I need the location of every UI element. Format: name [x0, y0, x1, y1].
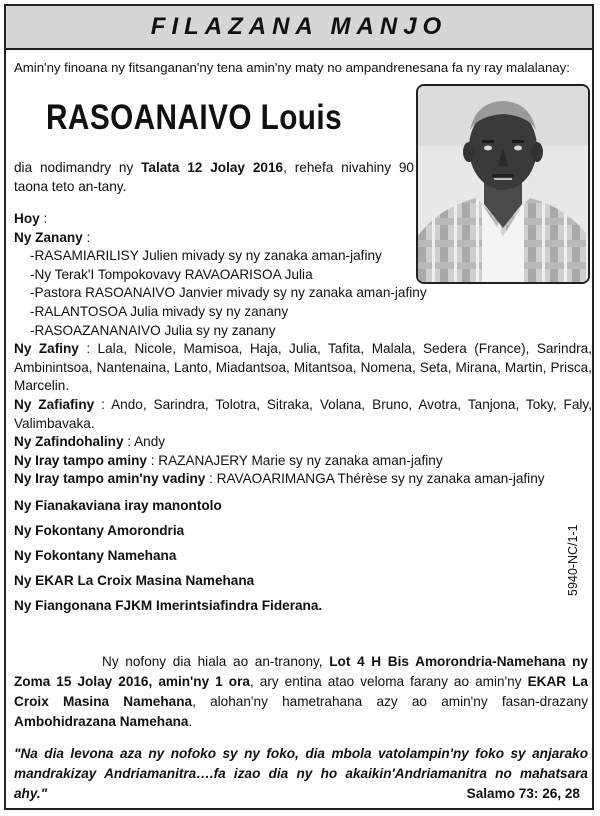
hoy-label: Hoy — [14, 211, 40, 226]
great-grandchildren-text: : Ando, Sarindra, Tolotra, Sitraka, Volana, Bruno, Avotra, Tanjona, Toky, Faly, Valimbavaka. — [14, 396, 592, 431]
grandchildren-paragraph — [14, 340, 592, 396]
institution-item: Ny EKAR La Croix Masina Namehana — [14, 572, 255, 588]
notice-title: FILAZANA MANJO — [150, 13, 448, 40]
sibling-label: Ny Iray tampo aminy — [14, 452, 147, 468]
great-grandchildren-paragraph — [14, 396, 592, 433]
bible-quote — [14, 744, 588, 804]
burial-tomb: Ambohidrazana Namehana — [14, 714, 189, 729]
burial-place-date: Lot 4 H Bis Amorondria-Namehana ny Zoma 15 Jolay 2016, amin'ny 1 ora — [14, 654, 588, 689]
child-item: -RASAMIARILISY Julien mivady sy ny zanaka aman-jafiny — [30, 248, 382, 264]
family-section — [14, 210, 592, 618]
children-label: Ny Zanany — [14, 229, 83, 245]
burial-paragraph — [14, 652, 588, 732]
child-item: -Pastora RASOANAIVO Janvier mivady sy ny zanaka aman-jafiny — [30, 285, 427, 301]
header-banner — [6, 6, 592, 50]
burial-text-3: , alohan'ny hametrahana azy ao amin'ny fasan-drazany — [192, 694, 589, 709]
institution-item: Ny Fianakaviana iray manontolo — [14, 497, 222, 513]
sibling-line — [14, 452, 592, 471]
reference-code: 5940-NC/1-1 — [566, 524, 580, 596]
spouse-sibling-line — [14, 470, 592, 489]
children-suffix: : — [82, 229, 91, 245]
child-item: -RASOAZANANAIVO Julia sy ny zanany — [30, 322, 276, 338]
intro-text: Amin'ny finoana ny fitsanganan'ny tena amin'ny maty no ampandrenesana fa ny ray malalanay: — [14, 60, 570, 75]
burial-text-2: , ary entina atao veloma farany ao amin'ny — [249, 674, 528, 689]
burial-church: EKAR La Croix Masina Namehana — [14, 674, 588, 709]
grandchildren-label: Ny Zafiny — [14, 341, 79, 357]
quote-text: "Na dia levona aza ny nofoko sy ny foko, dia mbola vatolampin'ny foko sy anjarako mandrakizay Andriamanitra….fa izao dia ny ho akaikin'Andriamanitra no mahatsara ahy." — [14, 746, 588, 801]
deceased-name: RASOANAIVO Louis — [46, 98, 343, 137]
spouse-sibling-label: Ny Iray tampo amin'ny vadiny — [14, 471, 206, 487]
hoy-suffix: : — [39, 211, 48, 226]
institution-item: Ny Fokontany Namehana — [14, 547, 177, 563]
grandchildren-text: : Lala, Nicole, Mamisoa, Haja, Julia, Tafita, Malala, Sedera (France), Sarindra, Ambinintsoa, Nantenaina, Lanto, Miadantsoa, Mitantsoa, Nomena, Seta, Mirana, Martin, Prisca, Marcelin. — [14, 341, 593, 394]
death-date: Talata 12 Jolay 2016 — [141, 160, 284, 175]
great-grandchildren-label: Ny Zafiafiny — [14, 396, 95, 412]
verse-reference: Salamo 73: 26, 28 — [466, 786, 580, 801]
burial-text-1: Ny nofony dia hiala ao an-tranony, — [102, 654, 330, 669]
spouse-sibling-text: : RAVAOARIMANGA Thérèse sy ny zanaka aman-jafiny — [205, 471, 545, 487]
child-item: -Ny Terak'I Tompokovavy RAVAOARISOA Julia — [30, 266, 313, 282]
great-great-text: : Andy — [123, 434, 166, 450]
child-item: -RALANTOSOA Julia mivady sy ny zanany — [30, 303, 289, 319]
burial-text-4: . — [188, 714, 193, 729]
obituary-notice — [4, 4, 594, 810]
great-great-label: Ny Zafindohaliny — [14, 434, 124, 450]
great-great-line — [14, 433, 592, 452]
institution-item: Ny Fiangonana FJKM Imerintsiafindra Fiderana. — [14, 597, 323, 613]
death-prefix: dia nodimandry ny — [14, 160, 142, 175]
institution-item: Ny Fokontany Amorondria — [14, 522, 185, 538]
children-heading — [14, 229, 592, 248]
hoy-line — [14, 210, 592, 229]
sibling-text: : RAZANAJERY Marie sy ny zanaka aman-jafiny — [146, 452, 443, 468]
death-announcement — [14, 158, 414, 196]
death-suffix: , rehefa nivahiny 90 taona teto an-tany. — [14, 160, 414, 194]
